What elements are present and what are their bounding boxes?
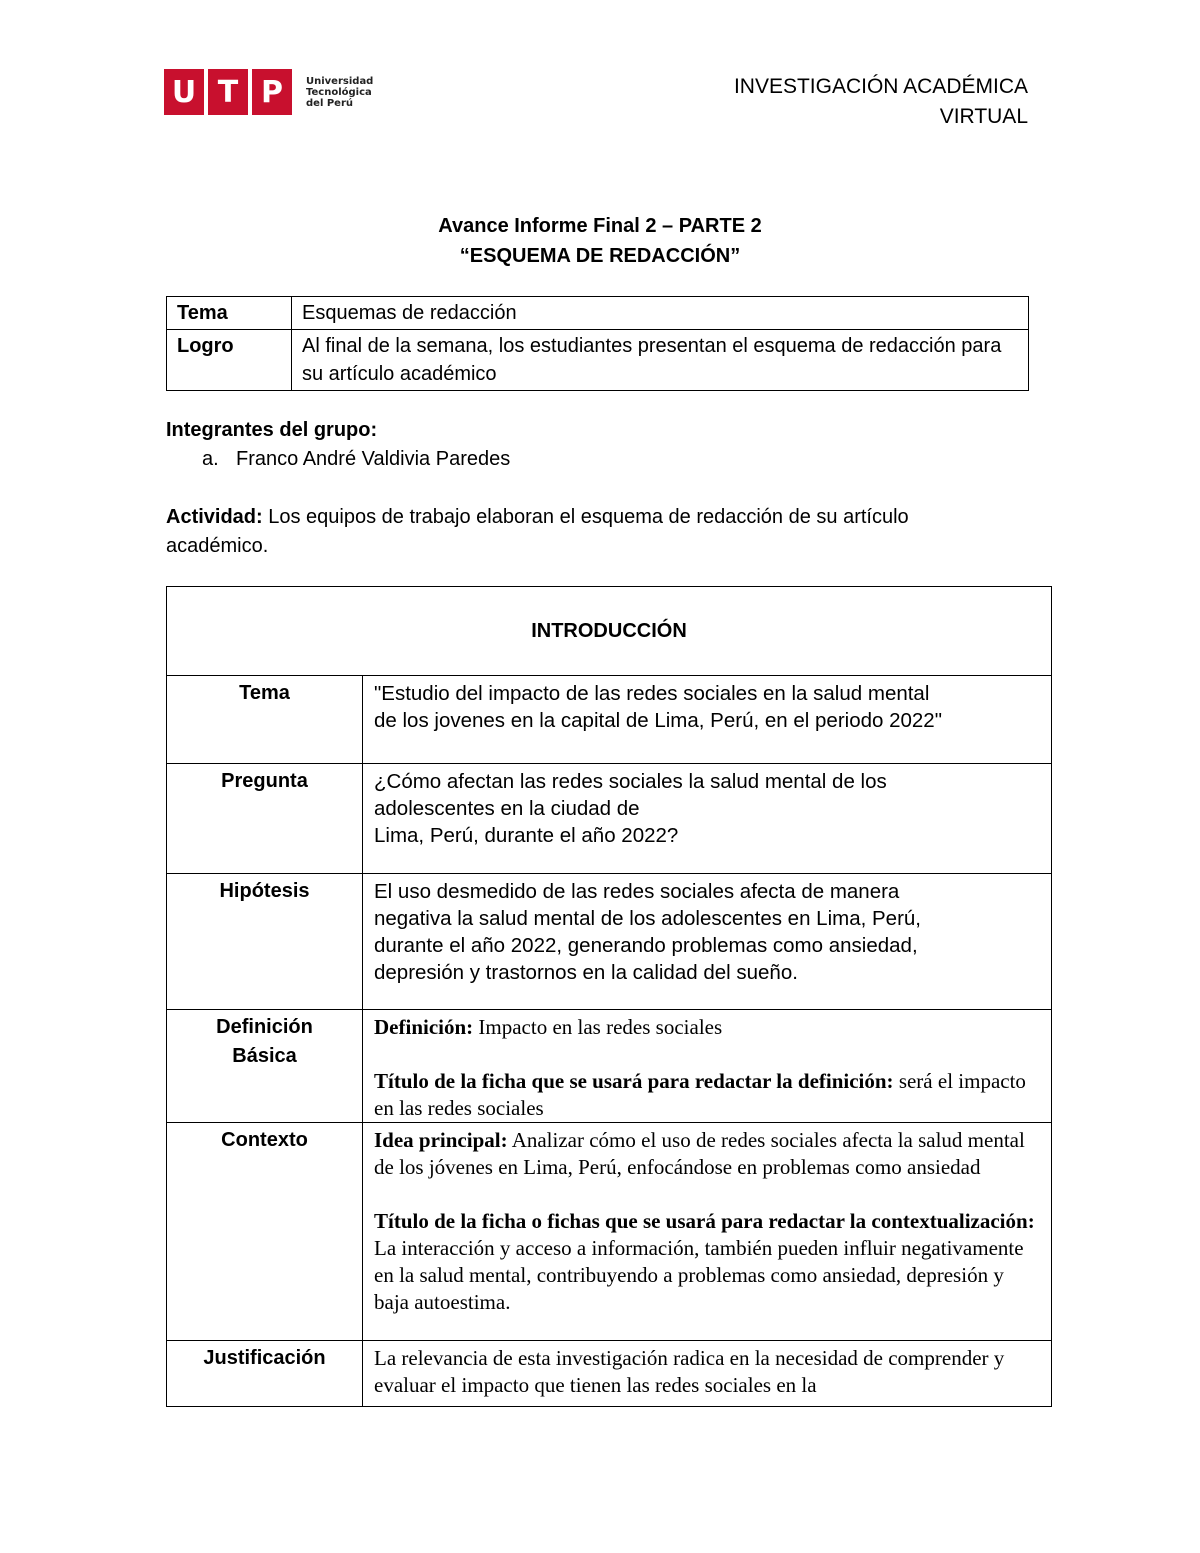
logo-text-line: Tecnológica [306, 86, 372, 98]
document-title-block [0, 211, 1200, 271]
text-line: El uso desmedido de las redes sociales afecta de manera [374, 880, 900, 903]
table-row [167, 330, 1029, 391]
definition-label: Definición: [374, 1015, 474, 1039]
logo-letter-u: U [164, 69, 204, 115]
context-ficha [374, 1208, 1041, 1316]
row-value-tema [363, 676, 1052, 764]
table-row [167, 764, 1052, 874]
idea-text: Analizar cómo el uso de redes sociales afecta la salud mental de los jóvenes en Lima, Perú, enfocándose en problemas como ansiedad [374, 1128, 1025, 1179]
text-line: Lima, Perú, durante el año 2022? [374, 824, 679, 847]
row-value-hipotesis [363, 874, 1052, 1010]
activity-text: Los equipos de trabajo elaboran el esquema de redacción de su artículo académico. [166, 506, 909, 557]
list-item [166, 445, 510, 474]
info-value-logro: Al final de la semana, los estudiantes presentan el esquema de redacción para su artículo académico [292, 330, 1029, 391]
info-label-logro: Logro [167, 330, 292, 391]
writing-scheme-table [166, 586, 1052, 1407]
idea-label: Idea principal: [374, 1128, 508, 1152]
text-line: durante el año 2022, generando problemas como ansiedad, [374, 934, 918, 957]
definition-text: Impacto en las redes sociales [473, 1015, 723, 1039]
info-value-tema: Esquemas de redacción [292, 297, 1029, 330]
list-marker: a. [202, 448, 219, 470]
row-label-contexto: Contexto [167, 1123, 363, 1341]
info-table [166, 296, 1029, 391]
table-row [167, 874, 1052, 1010]
ficha-label: Título de la ficha o fichas que se usará para redactar la contextualización: [374, 1209, 1035, 1233]
row-label-pregunta: Pregunta [167, 764, 363, 874]
activity-paragraph [166, 503, 1006, 561]
course-header [734, 72, 1028, 132]
context-idea [374, 1127, 1041, 1181]
table-row [167, 1341, 1052, 1407]
section-header: INTRODUCCIÓN [167, 587, 1052, 676]
row-value-pregunta [363, 764, 1052, 874]
label-line: Básica [232, 1045, 297, 1067]
text-line: negativa la salud mental de los adolescentes en Lima, Perú, [374, 907, 922, 930]
text-line: ¿Cómo afectan las redes sociales la salud mental de los [374, 770, 887, 793]
text-line: adolescentes en la ciudad de [374, 797, 640, 820]
logo-letter-t: T [208, 69, 248, 115]
row-label-justificacion: Justificación [167, 1341, 363, 1407]
logo-text-line: del Perú [306, 97, 354, 109]
text-line: de los jovenes en la capital de Lima, Perú, en el periodo 2022" [374, 709, 942, 732]
table-row [167, 676, 1052, 764]
table-row [167, 587, 1052, 676]
document-title: Avance Informe Final 2 – PARTE 2 [438, 215, 762, 237]
row-label-hipotesis: Hipótesis [167, 874, 363, 1010]
logo-letter-p: P [252, 69, 292, 115]
text-line: "Estudio del impacto de las redes sociales en la salud mental [374, 682, 930, 705]
row-label-tema: Tema [167, 676, 363, 764]
activity-label: Actividad: [166, 506, 263, 528]
label-line: Definición [216, 1016, 313, 1038]
table-row [167, 297, 1029, 330]
member-name: Franco André Valdivia Paredes [236, 448, 511, 470]
definition-line [374, 1014, 1041, 1041]
ficha-label: Título de la ficha que se usará para redactar la definición: [374, 1069, 894, 1093]
group-members [166, 416, 510, 474]
row-label-definicion [167, 1010, 363, 1123]
utp-logo [164, 69, 373, 115]
info-label-tema: Tema [167, 297, 292, 330]
row-value-definicion [363, 1010, 1052, 1123]
table-row [167, 1123, 1052, 1341]
document-subtitle: “ESQUEMA DE REDACCIÓN” [459, 245, 741, 267]
logo-text-line: Universidad [306, 75, 374, 87]
ficha-text: será el impacto en las redes sociales [374, 1069, 1026, 1120]
course-header-line2: VIRTUAL [939, 105, 1028, 128]
group-heading: Integrantes del grupo: [166, 419, 378, 441]
row-value-contexto [363, 1123, 1052, 1341]
definition-ficha [374, 1068, 1041, 1122]
row-value-justificacion: La relevancia de esta investigación radica en la necesidad de comprender y evaluar el impacto que tienen las redes sociales en la [363, 1341, 1052, 1407]
course-header-line1: INVESTIGACIÓN ACADÉMICA [733, 75, 1028, 98]
logo-wordmark [306, 76, 373, 109]
text-line: depresión y trastornos en la calidad del sueño. [374, 961, 798, 984]
ficha-text: La interacción y acceso a información, también pueden influir negativamente en la salud mental, contribuyendo a problemas como ansiedad, depresión y baja autoestima. [374, 1236, 1024, 1314]
table-row [167, 1010, 1052, 1123]
